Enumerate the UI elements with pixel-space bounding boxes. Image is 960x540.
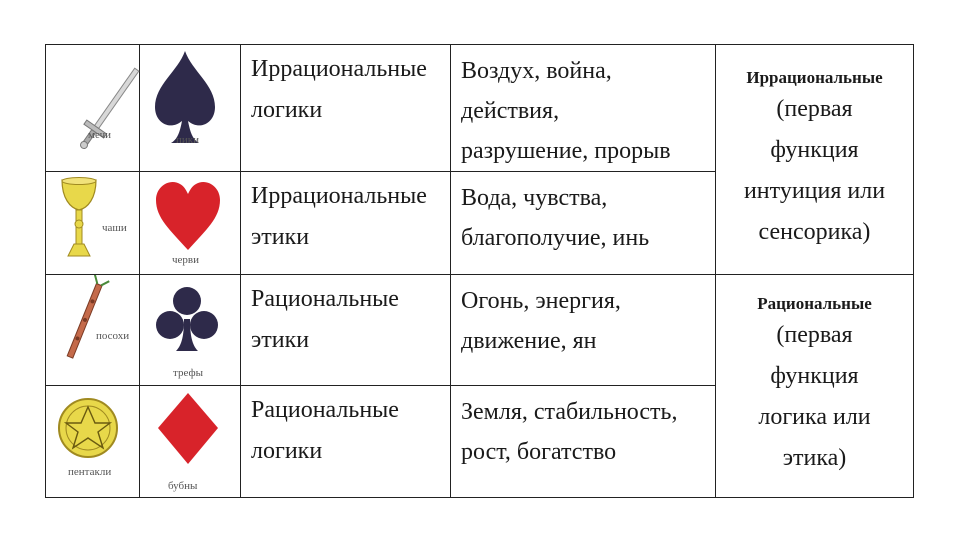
assoc-line: благополучие, инь <box>461 225 650 251</box>
spade-icon <box>140 45 241 168</box>
associations-cell <box>451 275 716 386</box>
suit-cell <box>140 386 241 498</box>
summary-line: функция <box>770 363 859 389</box>
tarot-caption: посохи <box>96 330 130 342</box>
tarot-caption: чаши <box>102 222 127 234</box>
assoc-line: рост, богатство <box>461 439 617 465</box>
tarot-caption: мечи <box>88 129 111 141</box>
assoc-line: действия, <box>461 98 560 124</box>
type-cell <box>241 45 451 172</box>
summary-cell-rational <box>716 275 914 498</box>
associations-cell <box>451 172 716 275</box>
associations-cell <box>451 386 716 498</box>
tarot-cell <box>46 386 140 498</box>
assoc-line: движение, ян <box>461 328 597 354</box>
type-line: этики <box>251 327 310 353</box>
summary-heading: Рациональные <box>757 294 872 313</box>
suit-caption: трефы <box>173 367 203 379</box>
table-row <box>46 275 914 386</box>
tarot-suit-table <box>45 44 914 498</box>
type-line: Рациональные <box>251 286 399 312</box>
summary-line: функция <box>770 136 859 163</box>
suit-caption: бубны <box>168 480 198 492</box>
type-line: логики <box>251 438 323 464</box>
type-cell <box>241 275 451 386</box>
assoc-line: разрушение, прорыв <box>461 138 671 164</box>
suit-caption: черви <box>172 254 199 266</box>
summary-line: сенсорика) <box>758 218 871 245</box>
suit-caption: пики <box>176 134 200 146</box>
type-cell <box>241 172 451 275</box>
summary-line: (первая <box>776 322 853 348</box>
suit-cell <box>140 275 241 386</box>
pentacle-icon <box>46 386 140 498</box>
type-line: логики <box>251 97 323 123</box>
tarot-cell <box>46 275 140 386</box>
summary-cell-irrational <box>716 45 914 275</box>
associations-cell <box>451 45 716 172</box>
summary-heading: Иррациональные <box>746 67 883 87</box>
tarot-cell <box>46 45 140 172</box>
assoc-line: Воздух, война, <box>461 58 612 84</box>
summary-line: интуиция или <box>743 177 886 204</box>
type-cell <box>241 386 451 498</box>
assoc-line: Вода, чувства, <box>461 185 608 211</box>
type-line: Иррациональные <box>251 56 427 82</box>
tarot-cell <box>46 172 140 275</box>
tarot-caption: пентакли <box>68 466 112 478</box>
sword-icon <box>46 45 140 168</box>
summary-line: логика или <box>758 404 871 430</box>
summary-line: этика) <box>782 445 847 471</box>
assoc-line: Огонь, энергия, <box>461 288 621 314</box>
type-line: этики <box>251 224 310 250</box>
type-line: Рациональные <box>251 397 399 423</box>
summary-line: (первая <box>776 95 853 122</box>
suit-cell <box>140 45 241 172</box>
type-line: Иррациональные <box>251 183 427 209</box>
assoc-line: Земля, стабильность, <box>461 399 678 425</box>
suit-cell <box>140 172 241 275</box>
table-row <box>46 45 914 172</box>
